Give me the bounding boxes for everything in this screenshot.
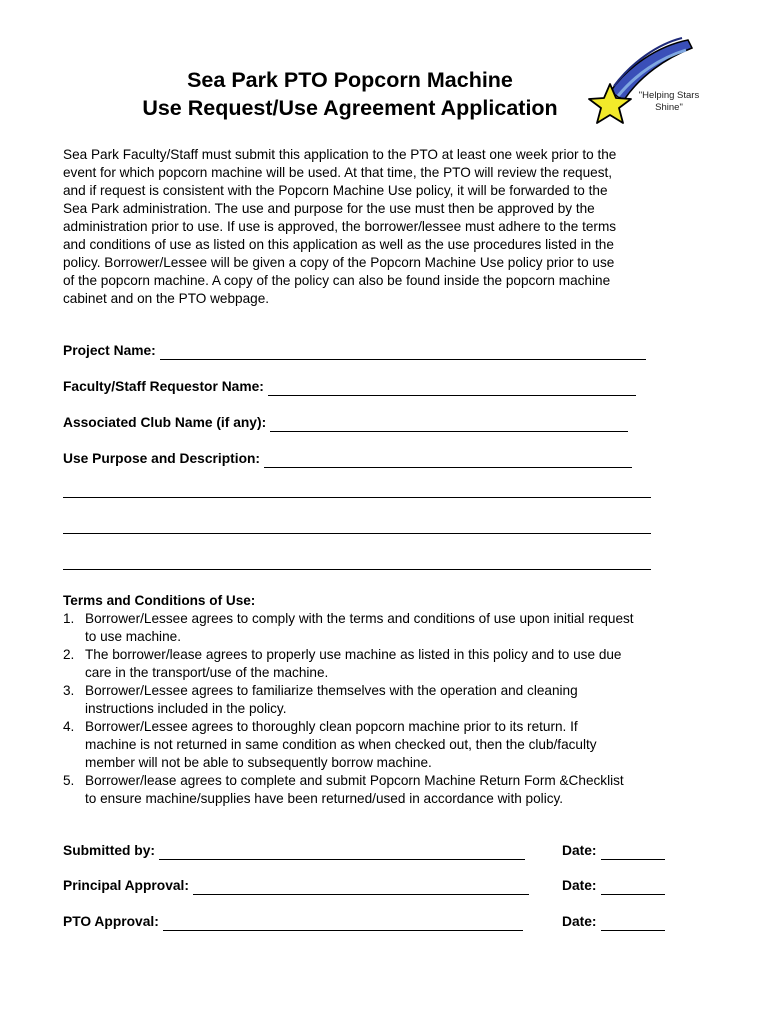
- description-line-1[interactable]: [63, 497, 651, 498]
- club-name-line[interactable]: [270, 417, 628, 432]
- submitted-by-line[interactable]: [159, 845, 525, 860]
- term-text-line: Borrower/Lessee agrees to familiarize themselves with the operation and cleaning: [85, 683, 578, 698]
- principal-date-label: Date:: [562, 878, 597, 893]
- requestor-name-label: Faculty/Staff Requestor Name:: [63, 379, 264, 394]
- use-purpose-field[interactable]: [63, 450, 632, 468]
- term-text-line: The borrower/lease agrees to properly use machine as listed in this policy and to use due: [85, 647, 622, 662]
- pto-date-line[interactable]: [601, 916, 665, 931]
- term-number: 5.: [63, 773, 75, 788]
- submitted-date-label: Date:: [562, 843, 597, 858]
- term-number: 3.: [63, 683, 75, 698]
- logo-slogan: "Helping Stars Shine": [638, 90, 700, 113]
- term-text-line: Borrower/Lessee agrees to comply with the terms and conditions of use upon initial request: [85, 611, 634, 626]
- submitted-date-line[interactable]: [601, 845, 665, 860]
- submitted-by-field[interactable]: [63, 842, 525, 860]
- club-name-field[interactable]: [63, 414, 628, 432]
- term-text-line: instructions included in the policy.: [85, 701, 287, 716]
- principal-approval-field[interactable]: [63, 877, 529, 895]
- title-line-1: Sea Park PTO Popcorn Machine: [187, 68, 513, 92]
- intro-line: event for which popcorn machine will be used. At that time, the PTO will review the request,: [63, 165, 613, 180]
- use-purpose-label: Use Purpose and Description:: [63, 451, 261, 466]
- principal-approval-line[interactable]: [193, 880, 529, 895]
- title-line-2: Use Request/Use Agreement Application: [142, 96, 558, 120]
- use-purpose-line[interactable]: [264, 453, 632, 468]
- description-line-2[interactable]: [63, 533, 651, 534]
- term-text-line: Borrower/lease agrees to complete and submit Popcorn Machine Return Form &Checklist: [85, 773, 624, 788]
- project-name-label: Project Name:: [63, 343, 156, 358]
- pto-approval-field[interactable]: [63, 913, 523, 931]
- intro-line: policy. Borrower/Lessee will be given a copy of the Popcorn Machine Use policy prior to use: [63, 255, 615, 270]
- term-item: [63, 772, 713, 808]
- pto-date-label: Date:: [562, 914, 597, 929]
- terms-list: [63, 610, 713, 808]
- requestor-name-field[interactable]: [63, 378, 636, 396]
- intro-line: administration prior to use. If use is approved, the borrower/lessee must adhere to the terms: [63, 219, 617, 234]
- term-item: [63, 610, 713, 646]
- project-name-field[interactable]: [63, 342, 646, 360]
- term-item: [63, 718, 713, 772]
- term-text-line: member will not be able to subsequently borrow machine.: [85, 755, 432, 770]
- intro-line: Sea Park Faculty/Staff must submit this application to the PTO at least one week prior to the: [63, 147, 617, 162]
- term-item: [63, 646, 713, 682]
- submitted-by-label: Submitted by:: [63, 843, 155, 858]
- pto-date-field[interactable]: [562, 913, 665, 931]
- shooting-star-logo-icon: [588, 36, 706, 136]
- term-text-line: care in the transport/use of the machine.: [85, 665, 329, 680]
- club-name-label: Associated Club Name (if any):: [63, 415, 267, 430]
- terms-heading: Terms and Conditions of Use:: [63, 593, 256, 608]
- term-text-line: Borrower/Lessee agrees to thoroughly clean popcorn machine prior to its return. If: [85, 719, 578, 734]
- pto-approval-line[interactable]: [163, 916, 523, 931]
- term-item: [63, 682, 713, 718]
- project-name-line[interactable]: [160, 345, 646, 360]
- intro-line: and conditions of use as listed on this application as well as the use procedures listed in the: [63, 237, 614, 252]
- requestor-name-line[interactable]: [268, 381, 636, 396]
- term-number: 1.: [63, 611, 75, 626]
- term-text-line: to use machine.: [85, 629, 181, 644]
- principal-date-line[interactable]: [601, 880, 665, 895]
- submitted-date-field[interactable]: [562, 842, 665, 860]
- term-text-line: machine is not returned in same condition as when checked out, then the club/faculty: [85, 737, 597, 752]
- page-title: [110, 66, 590, 122]
- intro-line: and if request is consistent with the Popcorn Machine Use policy, it will be forwarded to the: [63, 183, 608, 198]
- principal-approval-label: Principal Approval:: [63, 878, 189, 893]
- intro-line: cabinet and on the PTO webpage.: [63, 291, 270, 306]
- term-number: 4.: [63, 719, 75, 734]
- term-number: 2.: [63, 647, 75, 662]
- intro-line: Sea Park administration. The use and purpose for the use must then be approved by the: [63, 201, 595, 216]
- intro-line: of the popcorn machine. A copy of the policy can also be found inside the popcorn machine: [63, 273, 611, 288]
- description-line-3[interactable]: [63, 569, 651, 570]
- pto-approval-label: PTO Approval:: [63, 914, 159, 929]
- principal-date-field[interactable]: [562, 877, 665, 895]
- intro-paragraph: [63, 146, 723, 308]
- terms-section: [63, 592, 713, 808]
- term-text-line: to ensure machine/supplies have been returned/used in accordance with policy.: [85, 791, 564, 806]
